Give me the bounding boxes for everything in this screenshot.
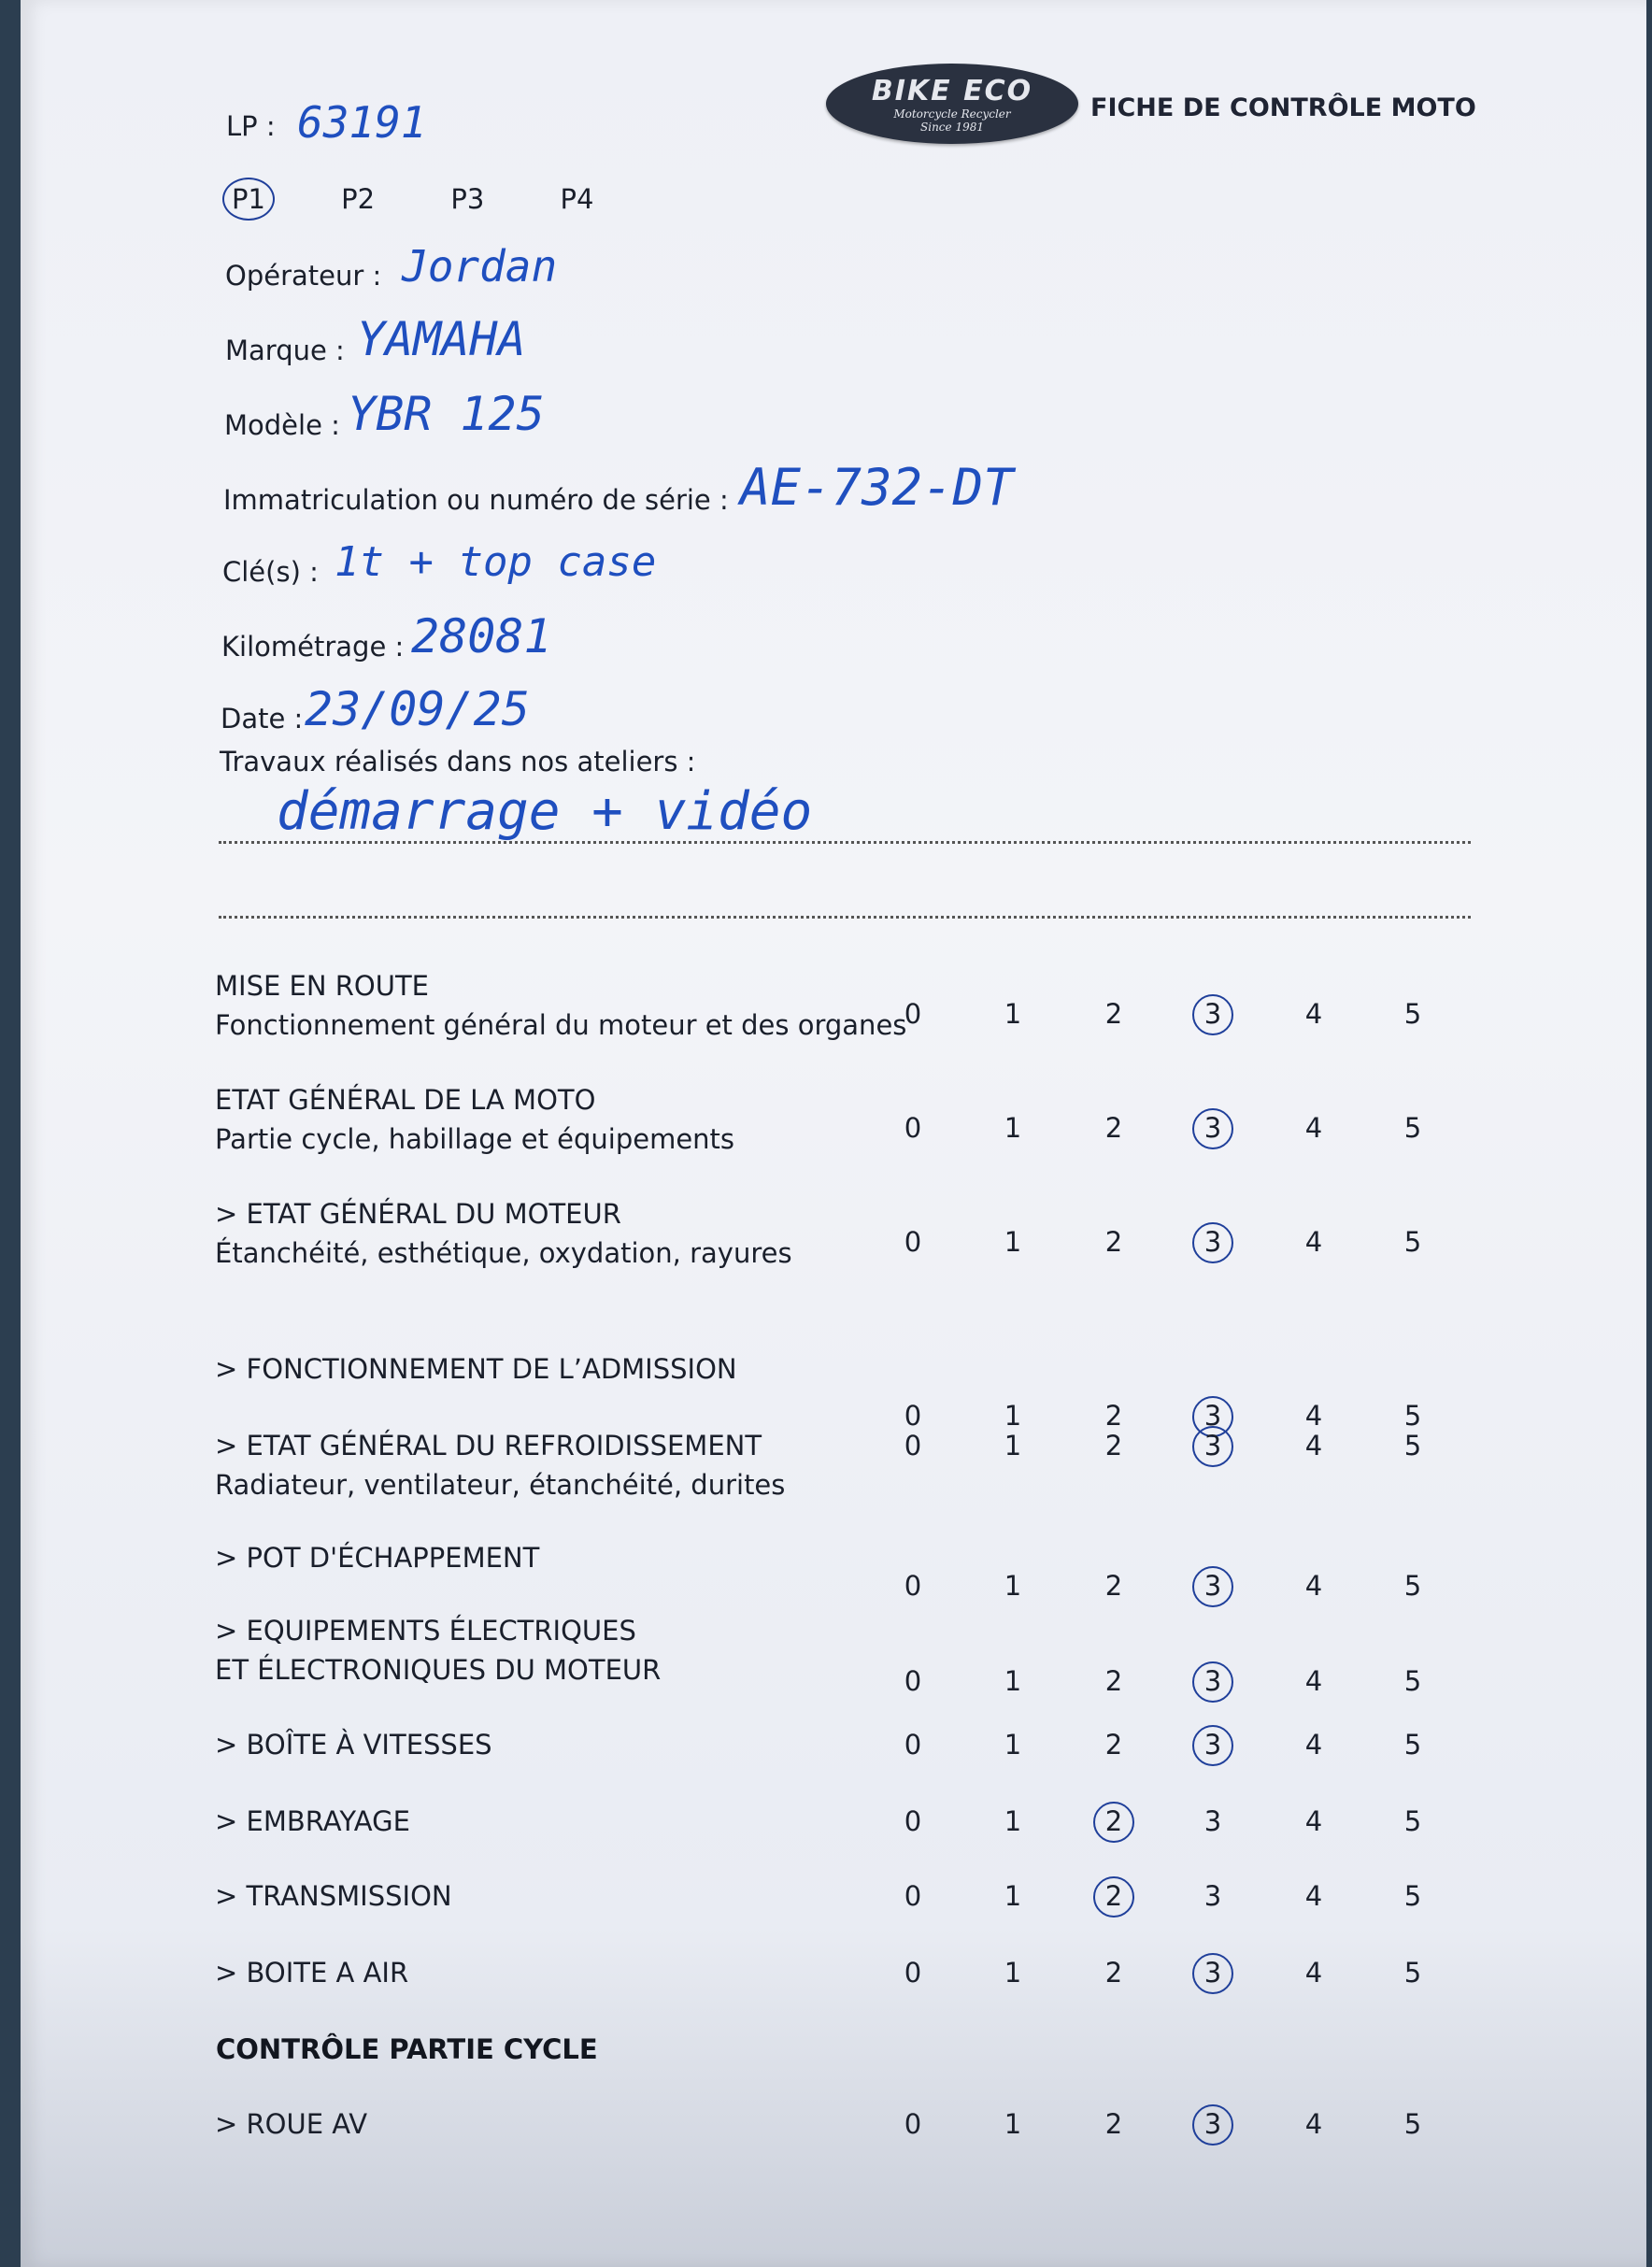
rating-option-4[interactable]: 4: [1304, 1880, 1323, 1912]
bike-eco-logo: [826, 64, 1078, 144]
rating-row-title: MISE EN ROUTE: [215, 970, 429, 1002]
rating-row-title: > ETAT GÉNÉRAL DU MOTEUR: [215, 1198, 621, 1230]
cles-label: Clé(s) :: [222, 556, 319, 588]
rating-option-5[interactable]: 5: [1403, 1665, 1422, 1697]
rating-row-title: ETAT GÉNÉRAL DE LA MOTO: [215, 1084, 596, 1116]
selected-rating-circle: [1192, 1725, 1233, 1766]
rating-option-0[interactable]: 0: [904, 1957, 922, 1989]
rating-option-5[interactable]: 5: [1403, 2108, 1422, 2140]
rating-option-2[interactable]: 2: [1104, 1805, 1123, 1837]
rating-row-title: > ETAT GÉNÉRAL DU REFROIDISSEMENT: [215, 1430, 762, 1461]
logo-brand: BIKE ECO: [871, 74, 1033, 107]
marque-label: Marque :: [225, 335, 345, 366]
rating-option-2[interactable]: 2: [1104, 1400, 1123, 1432]
rating-row-title: > FONCTIONNEMENT DE L’ADMISSION: [215, 1353, 737, 1385]
rating-option-5[interactable]: 5: [1403, 1570, 1422, 1602]
rating-row-title: > EMBRAYAGE: [215, 1805, 410, 1837]
position-p4[interactable]: P4: [560, 183, 594, 215]
rating-option-1[interactable]: 1: [1004, 1226, 1022, 1258]
rating-row-subtitle: Fonctionnement général du moteur et des organes: [215, 1009, 907, 1041]
operateur-value[interactable]: Jordan: [402, 241, 558, 292]
rating-option-4[interactable]: 4: [1304, 2108, 1323, 2140]
rating-option-0[interactable]: 0: [904, 1880, 922, 1912]
rating-option-5[interactable]: 5: [1403, 998, 1422, 1030]
selected-rating-circle: [1192, 1566, 1233, 1607]
rating-option-1[interactable]: 1: [1004, 1665, 1022, 1697]
rating-option-5[interactable]: 5: [1403, 1729, 1422, 1761]
selected-rating-circle: [1093, 1802, 1134, 1843]
position-options: [222, 183, 593, 215]
rating-option-5[interactable]: 5: [1403, 1430, 1422, 1461]
sheet-title: FICHE DE CONTRÔLE MOTO: [1090, 93, 1476, 122]
travaux-line-2: [219, 916, 1471, 919]
rating-option-3[interactable]: 3: [1203, 1112, 1222, 1144]
travaux-line-1: [219, 841, 1471, 844]
rating-option-4[interactable]: 4: [1304, 1805, 1323, 1837]
selected-rating-circle: [1192, 2104, 1233, 2146]
rating-option-3[interactable]: 3: [1203, 1430, 1222, 1461]
date-value[interactable]: 23/09/25: [305, 682, 530, 736]
rating-option-4[interactable]: 4: [1304, 1226, 1323, 1258]
rating-option-3[interactable]: 3: [1203, 1880, 1222, 1912]
rating-row-subtitle: ET ÉLECTRONIQUES DU MOTEUR: [215, 1654, 662, 1686]
rating-option-1[interactable]: 1: [1004, 1880, 1022, 1912]
rating-option-3[interactable]: 3: [1203, 1805, 1222, 1837]
rating-option-0[interactable]: 0: [904, 998, 922, 1030]
marque-value[interactable]: YAMAHA: [357, 312, 526, 366]
rating-option-1[interactable]: 1: [1004, 1957, 1022, 1989]
rating-option-1[interactable]: 1: [1004, 1805, 1022, 1837]
rating-option-5[interactable]: 5: [1403, 1400, 1422, 1432]
rating-option-4[interactable]: 4: [1304, 1112, 1323, 1144]
selected-rating-circle: [1192, 1661, 1233, 1703]
rating-option-4[interactable]: 4: [1304, 1570, 1323, 1602]
operateur-label: Opérateur :: [225, 260, 382, 292]
rating-row-subtitle: Radiateur, ventilateur, étanchéité, durites: [215, 1469, 786, 1501]
control-sheet: [21, 0, 1646, 2267]
rating-option-5[interactable]: 5: [1403, 1880, 1422, 1912]
rating-option-4[interactable]: 4: [1304, 1729, 1323, 1761]
rating-option-3[interactable]: 3: [1203, 1957, 1222, 1989]
rating-option-5[interactable]: 5: [1403, 1112, 1422, 1144]
rating-row-title: > BOÎTE À VITESSES: [215, 1729, 492, 1761]
rating-option-0[interactable]: 0: [904, 2108, 922, 2140]
rating-option-3[interactable]: 3: [1203, 1729, 1222, 1761]
lp-label: LP :: [226, 110, 276, 142]
rating-option-1[interactable]: 1: [1004, 1729, 1022, 1761]
rating-option-3[interactable]: 3: [1203, 1665, 1222, 1697]
rating-option-5[interactable]: 5: [1403, 1957, 1422, 1989]
rating-option-2[interactable]: 2: [1104, 1665, 1123, 1697]
section-partie-cycle: CONTRÔLE PARTIE CYCLE: [216, 2033, 598, 2065]
rating-option-0[interactable]: 0: [904, 1112, 922, 1144]
rating-row-title: > BOITE A AIR: [215, 1957, 409, 1989]
rating-option-1[interactable]: 1: [1004, 1112, 1022, 1144]
rating-row-title: > POT D'ÉCHAPPEMENT: [215, 1542, 540, 1574]
rating-option-3[interactable]: 3: [1203, 1226, 1222, 1258]
selected-rating-circle: [1192, 1953, 1233, 1994]
rating-option-0[interactable]: 0: [904, 1430, 922, 1461]
kilometrage-value[interactable]: 28081: [411, 609, 552, 663]
rating-option-1[interactable]: 1: [1004, 998, 1022, 1030]
rating-option-4[interactable]: 4: [1304, 1400, 1323, 1432]
rating-option-1[interactable]: 1: [1004, 2108, 1022, 2140]
rating-option-5[interactable]: 5: [1403, 1226, 1422, 1258]
selected-rating-circle: [1093, 1876, 1134, 1918]
rating-option-5[interactable]: 5: [1403, 1805, 1422, 1837]
rating-row-subtitle: Étanchéité, esthétique, oxydation, rayures: [215, 1237, 792, 1269]
modele-label: Modèle :: [224, 409, 340, 441]
rating-option-2[interactable]: 2: [1104, 1880, 1123, 1912]
selected-rating-circle: [1192, 1108, 1233, 1149]
rating-option-4[interactable]: 4: [1304, 1957, 1323, 1989]
rating-option-2[interactable]: 2: [1104, 1430, 1123, 1461]
modele-value[interactable]: YBR 125: [348, 387, 545, 441]
rating-option-4[interactable]: 4: [1304, 1430, 1323, 1461]
rating-option-0[interactable]: 0: [904, 1570, 922, 1602]
cles-value[interactable]: 1t + top case: [335, 538, 657, 586]
rating-option-0[interactable]: 0: [904, 1665, 922, 1697]
rating-row-title: > EQUIPEMENTS ÉLECTRIQUES: [215, 1615, 636, 1647]
travaux-value[interactable]: démarrage + vidéo: [277, 781, 813, 842]
rating-option-0[interactable]: 0: [904, 1729, 922, 1761]
rating-option-3[interactable]: 3: [1203, 2108, 1222, 2140]
rating-option-2[interactable]: 2: [1104, 1957, 1123, 1989]
rating-option-0[interactable]: 0: [904, 1805, 922, 1837]
position-p2[interactable]: P2: [341, 183, 376, 215]
rating-option-2[interactable]: 2: [1104, 1112, 1123, 1144]
lp-value[interactable]: 63191: [297, 97, 427, 148]
rating-option-3[interactable]: 3: [1203, 998, 1222, 1030]
logo-since: Since 1981: [920, 120, 984, 134]
rating-row-subtitle: Partie cycle, habillage et équipements: [215, 1123, 735, 1155]
position-p1[interactable]: P1: [222, 178, 275, 221]
selected-rating-circle: [1192, 1222, 1233, 1263]
rating-option-2[interactable]: 2: [1104, 1226, 1123, 1258]
rating-option-3[interactable]: 3: [1203, 1400, 1222, 1432]
rating-option-4[interactable]: 4: [1304, 998, 1323, 1030]
rating-option-3[interactable]: 3: [1203, 1570, 1222, 1602]
selected-rating-circle: [1192, 1426, 1233, 1467]
rating-option-0[interactable]: 0: [904, 1226, 922, 1258]
rating-option-1[interactable]: 1: [1004, 1400, 1022, 1432]
rating-option-2[interactable]: 2: [1104, 998, 1123, 1030]
position-p3[interactable]: P3: [450, 183, 485, 215]
rating-option-2[interactable]: 2: [1104, 2108, 1123, 2140]
travaux-label: Travaux réalisés dans nos ateliers :: [220, 746, 696, 777]
rating-row-title: > ROUE AV: [215, 2108, 368, 2140]
immatriculation-value[interactable]: AE-732-DT: [740, 458, 1014, 517]
rating-row-title: > TRANSMISSION: [215, 1880, 452, 1912]
date-label: Date :: [221, 703, 304, 734]
immatriculation-label: Immatriculation ou numéro de série :: [223, 484, 729, 516]
selected-rating-circle: [1192, 994, 1233, 1035]
kilometrage-label: Kilométrage :: [221, 631, 405, 663]
rating-option-0[interactable]: 0: [904, 1400, 922, 1432]
rating-option-4[interactable]: 4: [1304, 1665, 1323, 1697]
rating-option-1[interactable]: 1: [1004, 1570, 1022, 1602]
rating-option-2[interactable]: 2: [1104, 1570, 1123, 1602]
rating-option-2[interactable]: 2: [1104, 1729, 1123, 1761]
rating-option-1[interactable]: 1: [1004, 1430, 1022, 1461]
logo-subtitle: Motorcycle Recycler: [893, 107, 1011, 121]
